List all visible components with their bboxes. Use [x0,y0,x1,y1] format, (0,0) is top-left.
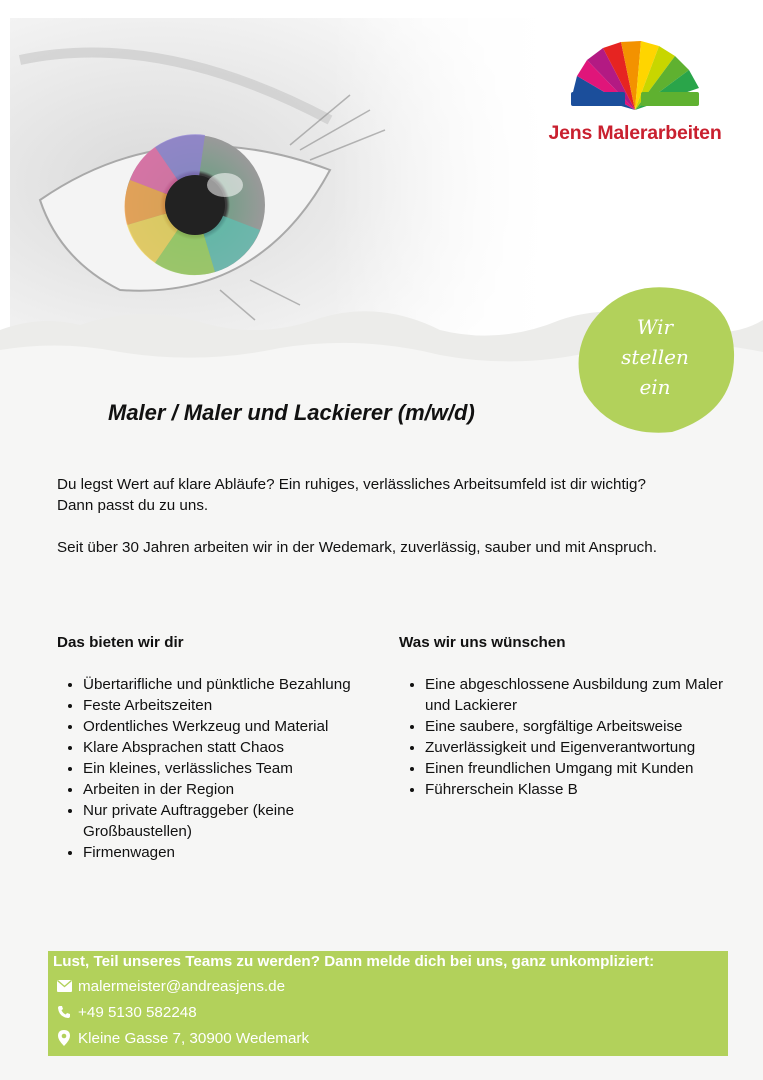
contact-bar [48,951,728,1056]
envelope-icon [56,978,72,994]
wishes-item: • Zuverlässigkeit und Eigenverantwortung [425,737,729,758]
wishes-list [399,674,729,800]
brand-name: Jens Malerarbeiten [548,122,722,144]
offer-item: • Übertarifliche und pünktliche Bezahlung [83,674,377,695]
intro-text [57,474,707,558]
badge-line-2: stellen [621,345,689,369]
contact-address-row [56,1027,309,1049]
wishes-item: • Führerschein Klasse B [425,779,729,800]
job-title: Maler / Maler und Lackierer (m/w/d) [108,400,475,425]
offer-item: • Firmenwagen [83,842,377,863]
contact-email[interactable]: malermeister@andreasjens.de [78,977,286,995]
contact-phone[interactable]: +49 5130 582248 [78,1003,197,1021]
badge-line-1: Wir [636,315,674,339]
intro-line-1: Du legst Wert auf klare Abläufe? Ein ruhiges, verlässliches Arbeitsumfeld ist dir wichtig? [57,476,646,493]
hiring-badge [572,282,738,436]
offer-section [57,632,377,863]
offer-item: • Arbeiten in der Region [83,779,377,800]
offer-item: • Klare Absprachen statt Chaos [83,737,377,758]
offer-item: • Feste Arbeitszeiten [83,695,377,716]
badge-line-3: ein [639,375,671,399]
paint-fan-icon [565,36,705,116]
offer-list [57,674,377,863]
phone-icon [56,1004,72,1020]
wishes-section [399,632,729,800]
contact-phone-row[interactable] [56,1001,197,1023]
contact-address: Kleine Gasse 7, 30900 Wedemark [78,1029,310,1047]
wishes-item: • Einen freundlichen Umgang mit Kunden [425,758,729,779]
offer-item: • Ordentliches Werkzeug und Material [83,716,377,737]
contact-cta: Lust, Teil unseres Teams zu werden? Dann melde dich bei uns, ganz unkompliziert: [53,953,655,970]
company-logo [540,36,730,151]
contact-email-row[interactable] [56,975,285,997]
location-pin-icon [56,1030,72,1046]
wishes-item: • Eine saubere, sorgfältige Arbeitsweise [425,716,729,737]
wishes-heading: Was wir uns wünschen [399,634,566,651]
intro-line-2: Dann passt du zu uns. [57,497,209,514]
wishes-item: • Eine abgeschlossene Ausbildung zum Maler und Lackierer [425,674,729,716]
offer-heading: Das bieten wir dir [57,634,184,651]
intro-line-3: Seit über 30 Jahren arbeiten wir in der Wedemark, zuverlässig, sauber und mit Anspruch. [57,539,657,556]
offer-item: • Nur private Auftraggeber (keine Großbaustellen) [83,800,377,842]
offer-item: • Ein kleines, verlässliches Team [83,758,377,779]
